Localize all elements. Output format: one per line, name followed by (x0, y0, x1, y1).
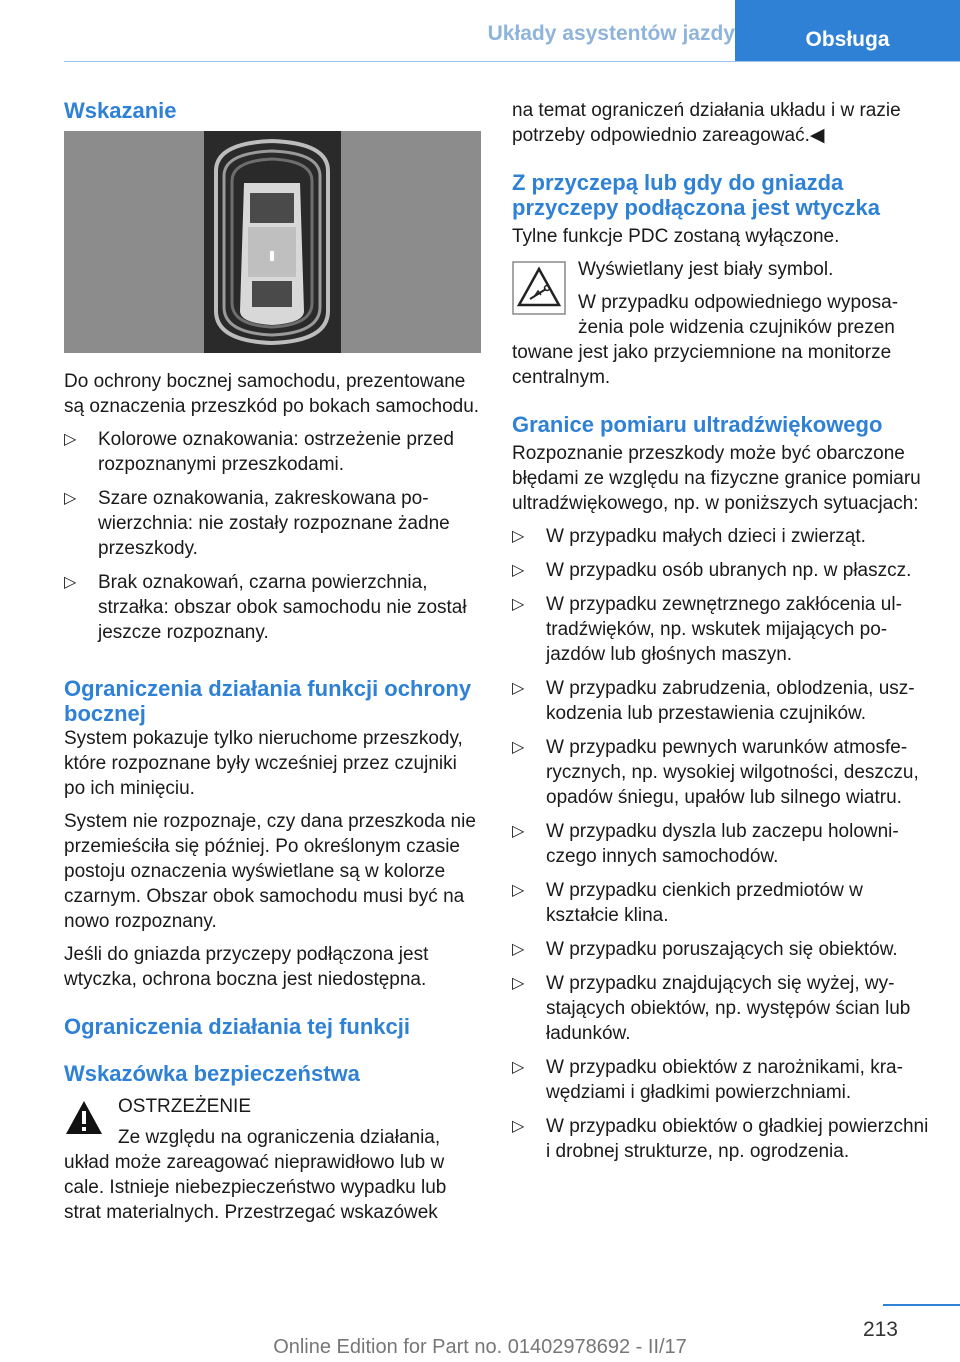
list-item: ▷ W przypadku zewnętrznego zakłócenia ultradźwięków, np. wskutek mijających pojazdów lub głośnych maszyn. (512, 594, 902, 665)
header-section-title: Układy asystentów jazdy (487, 22, 735, 45)
heading-trailer: Z przyczepą lub gdy do gniazda przyczepy podłączona jest wtyczka (512, 170, 881, 220)
paragraph-limits-1: System pokazuje tylko nieruchome przeszkody, które rozpoznane były wcześniej przez czujniki po ich minięciu. (64, 728, 463, 799)
left-column (64, 98, 481, 1225)
bullet-triangle-icon: ▷ (512, 823, 525, 840)
warning-text: układ może zareagować nieprawidłowo lub w cale. Istnieje niebezpieczeństwo wypadku lub strat materialnych. Przestrzegać wskazówek (64, 1152, 447, 1223)
footer-edition: Online Edition for Part no. 01402978692 - II/17 (273, 1336, 687, 1358)
bullet-triangle-icon: ▷ (512, 596, 525, 613)
heading-function-limits: Ograniczenia działania tej funkcji (64, 1014, 410, 1039)
list-item: ▷ Szare oznakowania, zakreskowana powierzchnia: nie zostały rozpoznane żadne przeszkody. (64, 488, 450, 559)
right-column (512, 98, 930, 1173)
heading-wskazanie: Wskazanie (64, 98, 177, 123)
header-tab: Obsługa (735, 0, 960, 62)
car-top-view-illustration (64, 131, 481, 353)
bullet-triangle-icon: ▷ (512, 528, 525, 545)
trailer-symbol-block (512, 257, 930, 340)
list-item: ▷ W przypadku znajdujących się wyżej, wystających obiektów, np. występów ścian lub ładunków. (512, 973, 911, 1044)
paragraph-limits-2: System nie rozpoznaje, czy dana przeszkoda nie przemieściła się później. Po określonym czasie postoju oznaczenia wyświetlane są w kolorze czarnym. Obszar obok samochodu musi być na nowo rozpoznany. (64, 811, 476, 932)
paragraph-continued: na temat ograniczeń działania układu i w razie potrzeby odpowiednio zareagować.◀ (512, 100, 901, 146)
paragraph-ultrasonic: Rozpoznanie przeszkody może być obarczone błędami ze względu na fizyczne granice pomiaru ultradźwiękowego, np. w poniższych sytuacjach: (512, 443, 921, 514)
bullet-triangle-icon: ▷ (512, 975, 525, 992)
warning-block (64, 1094, 481, 1150)
bullet-triangle-icon: ▷ (512, 882, 525, 899)
list-item: ▷ W przypadku zabrudzenia, oblodzenia, uszkodzenia lub przestawienia czujników. (512, 678, 915, 724)
paragraph-limits-3: Jeśli do gniazda przyczepy podłączona jest wtyczka, ochrona boczna jest niedostępna. (64, 944, 429, 990)
list-item: ▷ W przypadku poruszających się obiektów. (512, 939, 898, 960)
warning-text-first-line: Ze względu na ograniczenia działania, (118, 1127, 441, 1148)
list-item: ▷ W przypadku dyszla lub zaczepu holowniczego innych samochodów. (512, 821, 899, 867)
heading-side-protection-limits: Ograniczenia działania funkcji ochrony bocznej (64, 676, 472, 726)
list-item: ▷ W przypadku osób ubranych np. w płaszcz. (512, 560, 912, 581)
list-item: ▷ W przypadku małych dzieci i zwierząt. (512, 526, 866, 547)
bullet-triangle-icon: ▷ (512, 1059, 525, 1076)
ultrasonic-limits-list (512, 524, 930, 1164)
paragraph-pdc-off: Tylne funkcje PDC zostaną wyłączone. (512, 226, 840, 247)
symbol-line-1: Wyświetlany jest biały symbol. (578, 259, 834, 280)
paragraph-side-protection: Do ochrony bocznej samochodu, prezentowane są oznaczenia przeszkód po bokach samochodu. (64, 371, 480, 417)
list-item: ▷ W przypadku obiektów o gładkiej powierzchni i drobnej strukturze, np. ogrodzenia. (512, 1116, 929, 1162)
page-number: 213 (862, 1318, 898, 1341)
bullet-triangle-icon: ▷ (512, 680, 525, 697)
bullet-triangle-icon: ▷ (512, 941, 525, 958)
side-protection-figure (64, 131, 481, 353)
symbol-line-3: towane jest jako przyciemnione na monitorze centralnym. (512, 342, 892, 388)
list-item: ▷ W przypadku obiektów z narożnikami, krawędziami i gładkimi powierzchniami. (512, 1057, 903, 1103)
heading-safety-note: Wskazówka bezpieczeństwa (64, 1061, 360, 1086)
list-item: ▷ W przypadku pewnych warunków atmosferycznych, np. wysokiej wilgotności, deszczu, opadów śniegu, upałów lub silnego wiatru. (512, 737, 919, 808)
list-item: ▷ Brak oznakowań, czarna powierzchnia, strzałka: obszar obok samochodu nie został jeszcze rozpoznany. (64, 572, 467, 643)
page-header (0, 0, 960, 62)
bullet-triangle-icon: ▷ (512, 562, 525, 579)
list-item: ▷ Kolorowe oznakowania: ostrzeżenie przed rozpoznanymi przeszkodami. (64, 429, 454, 475)
symbol-line-2: W przypadku odpowiedniego wyposażenia pole widzenia czujników prezen (578, 292, 899, 338)
header-rule (64, 61, 960, 62)
bullet-triangle-icon: ▷ (64, 574, 77, 591)
footer-rule (883, 1304, 960, 1306)
warning-title: OSTRZEŻENIE (118, 1096, 252, 1117)
bullet-triangle-icon: ▷ (64, 490, 77, 507)
bullet-triangle-icon: ▷ (512, 739, 525, 756)
trailer-warning-icon (512, 261, 566, 315)
heading-ultrasonic-limits: Granice pomiaru ultradźwiękowego (512, 412, 883, 437)
warning-triangle-icon (64, 1098, 104, 1138)
bullet-triangle-icon: ▷ (512, 1118, 525, 1135)
list-item: ▷ W przypadku cienkich przedmiotów w kształcie klina. (512, 880, 863, 926)
bullet-triangle-icon: ▷ (64, 431, 77, 448)
